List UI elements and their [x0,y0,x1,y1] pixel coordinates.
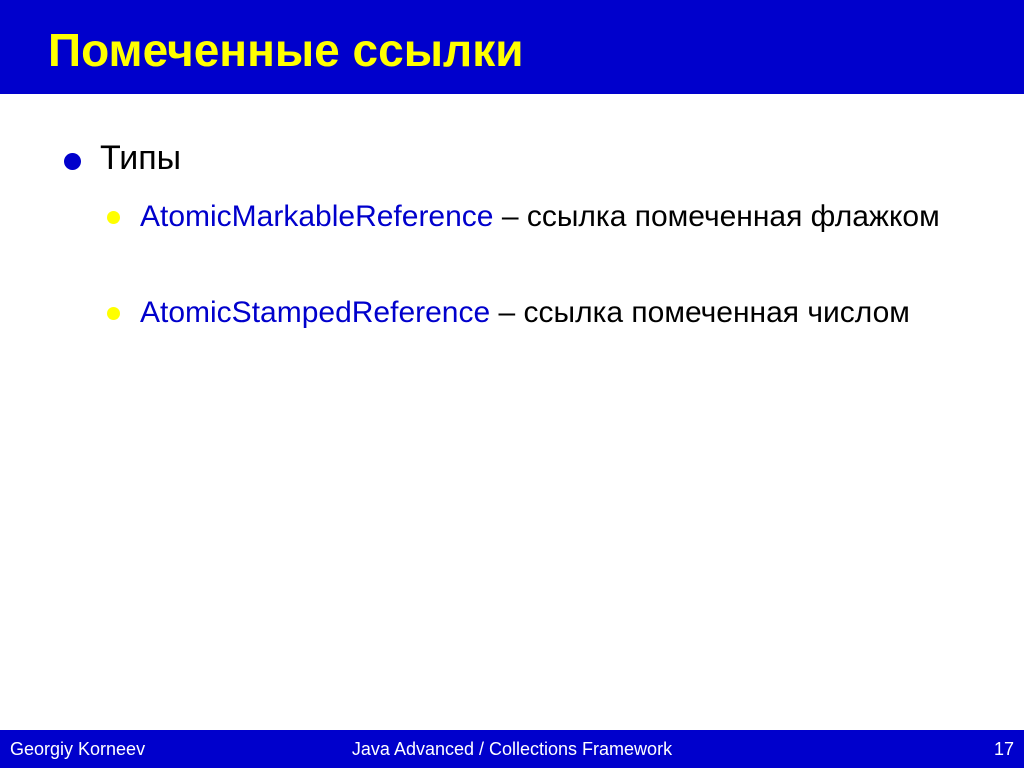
bullet-text [140,292,980,333]
class-name: AtomicMarkableReference [140,200,494,233]
page-number: 17 [993,739,1014,759]
bullet-text: Типы [100,139,182,177]
bullet-dot [64,153,81,170]
footer-author: Georgiy Korneev [10,739,146,759]
description: – ссылка помеченная флажком [501,200,940,233]
slide-title: Помеченные ссылки [48,24,524,76]
description: – ссылка помеченная числом [498,296,910,329]
class-name: AtomicStampedReference [140,296,491,329]
bullet-dot [107,211,120,224]
footer-bar [0,730,1024,768]
footer-course: Java Advanced / Collections Framework [351,739,673,759]
title-bar [0,0,1024,94]
bullet-text [140,196,980,237]
bullet-dot [107,307,120,320]
